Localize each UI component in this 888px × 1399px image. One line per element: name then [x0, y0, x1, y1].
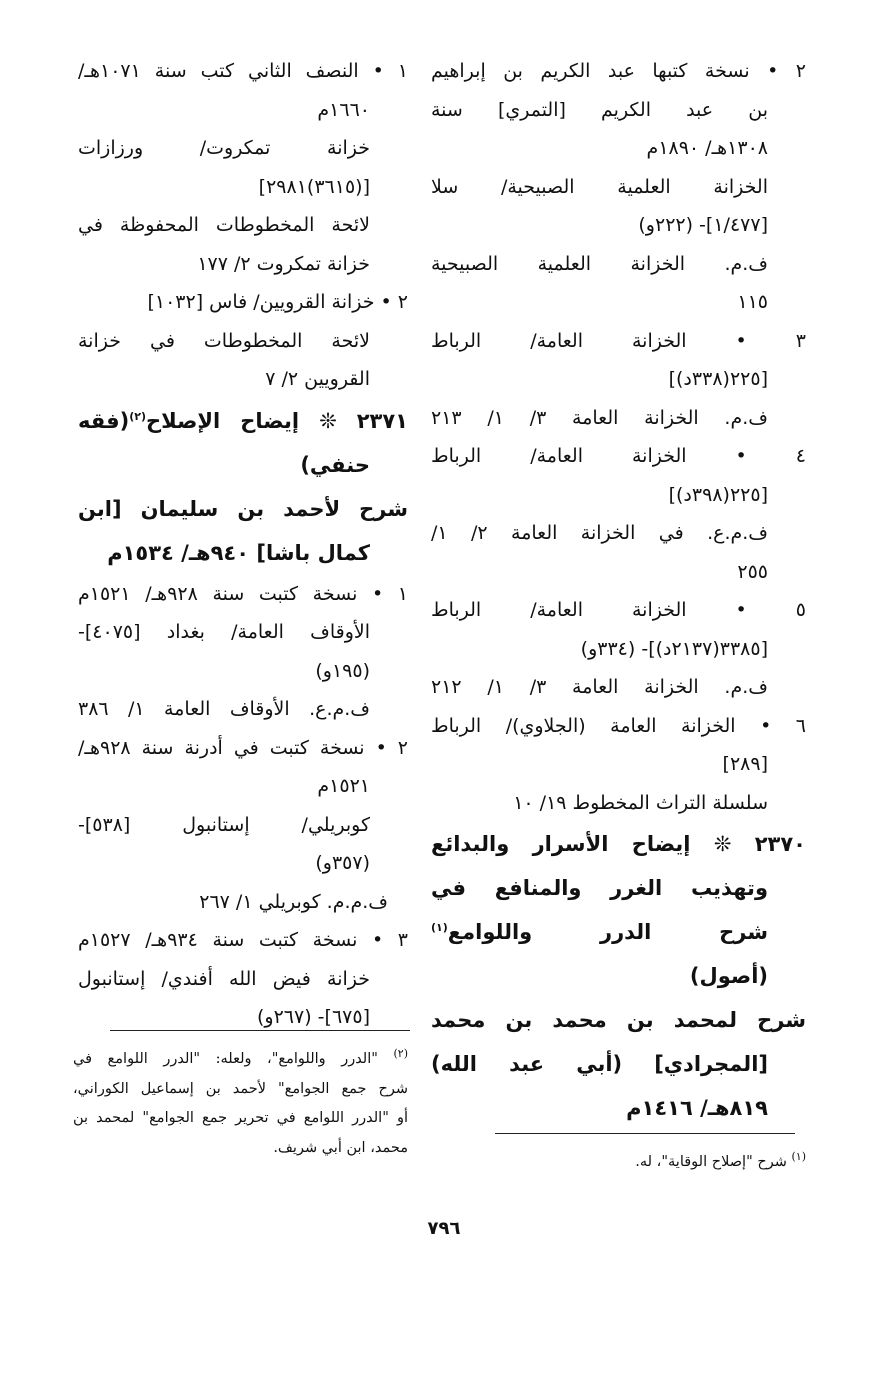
- catalog-reference: القرويين ٢/ ٧: [265, 368, 370, 390]
- entry-line: ١٦٦٠م: [317, 98, 370, 121]
- page-number: ٧٩٦: [427, 1218, 461, 1239]
- footnote-marker: (٢): [129, 409, 146, 423]
- footnote-marker: (٢): [393, 1047, 408, 1061]
- footnote-rule-right: [495, 1133, 795, 1134]
- subject-tag: (أصول): [689, 964, 768, 988]
- author-line: شرح لمحمد بن محمد بن محمد: [431, 1008, 806, 1032]
- heading-text: ٢٣٧١ ❊ إيضاح الإصلاح: [145, 408, 408, 433]
- footnote-line: [476, 1148, 806, 1178]
- catalog-reference: ف.م. الخزانة العامة ٣/ ١/ ٢١٢: [431, 676, 768, 698]
- catalog-reference: ف.م. الخزانة العلمية الصبيحية: [431, 252, 768, 275]
- manuscript-entry: ٢ • نسخة كتبها عبد الكريم بن إبراهيم: [431, 60, 806, 82]
- left-column: [78, 52, 408, 1037]
- manuscript-entry: ٢ • نسخة كتبت في أدرنة سنة ٩٢٨هـ/: [78, 736, 408, 759]
- manuscript-entry: ٣ • الخزانة العامة/ الرباط: [431, 329, 806, 352]
- library-location: خزانة فيض الله أفندي/ إستانبول: [78, 967, 370, 990]
- shelf-mark: [٢٢٥(٣٩٨د)]: [668, 483, 768, 506]
- footnote-left: [73, 1045, 408, 1163]
- entry-line: ٢٥٥: [737, 560, 768, 583]
- footnote-rule-left: [110, 1030, 410, 1031]
- author-dates: كمال باشا] ٩٤٠هـ/ ١٥٣٤م: [107, 540, 370, 565]
- catalog-reference: سلسلة التراث المخطوط ١٩/ ١٠: [513, 791, 768, 814]
- footnote-line: [73, 1045, 408, 1075]
- catalog-reference: ف.م.م. كوبريلي ١/ ٢٦٧: [199, 890, 388, 913]
- shelf-mark: [٦٧٥]- (٢٦٧و): [257, 1006, 370, 1028]
- author-line: شرح لأحمد بن سليمان [ابن: [78, 496, 408, 521]
- catalog-reference: خزانة تمكروت ٢/ ١٧٧: [197, 252, 370, 275]
- manuscript-entry: ٣ • نسخة كتبت سنة ٩٣٤هـ/ ١٥٢٧م: [78, 929, 409, 951]
- heading-text: شرح الدرر واللوامع: [447, 920, 768, 944]
- footnote-marker: (١): [791, 1150, 806, 1164]
- right-column: [431, 52, 806, 1130]
- manuscript-entry: ٢ • خزانة القرويين/ فاس [١٠٣٢]: [147, 291, 408, 313]
- entry-heading-line: وتهذيب الغرر والمنافع في: [431, 876, 768, 900]
- shelf-mark: (١٩٥و): [315, 659, 370, 682]
- manuscript-entry: ٥ • الخزانة العامة/ الرباط: [431, 599, 806, 621]
- manuscript-entry: ١ • نسخة كتبت سنة ٩٢٨هـ/ ١٥٢١م: [78, 582, 409, 605]
- footnote-line: شرح جمع الجوامع" لأحمد بن إسماعيل الكوراني،: [73, 1080, 408, 1097]
- entry-line: ١١٥: [737, 291, 768, 313]
- catalog-reference: ف.م.ع. الأوقاف العامة ١/ ٣٨٦: [78, 698, 370, 720]
- entry-line: بن عبد الكريم [التمري] سنة: [431, 98, 768, 121]
- footnote-line: أو "الدرر اللوامع في تحرير جمع الجوامع" لمحمد بن: [73, 1110, 408, 1126]
- catalog-reference: لائحة المخطوطات المحفوظة في: [78, 214, 370, 236]
- library-location: الأوقاف العامة/ بغداد [٤٠٧٥]-: [78, 621, 370, 643]
- shelf-mark: [٢٢٥(٣٣٨د)]: [668, 368, 768, 390]
- manuscript-entry: ١ • النصف الثاني كتب سنة ١٠٧١هـ/: [78, 60, 408, 82]
- shelf-mark: (٣٥٧و): [315, 852, 370, 874]
- library-location: خزانة تمكروت/ ورزازات: [78, 137, 370, 159]
- catalog-reference: لائحة المخطوطات في خزانة: [78, 329, 370, 352]
- catalog-reference: ف.م.ع. في الخزانة العامة ٢/ ١/: [431, 522, 768, 544]
- shelf-mark: [٢٨٩]: [722, 753, 768, 775]
- entry-heading: [78, 399, 408, 443]
- footnote-right: [476, 1148, 806, 1178]
- entry-heading: ٢٣٧٠ ❊ إيضاح الأسرار والبدائع: [431, 832, 806, 856]
- manuscript-entry: ٤ • الخزانة العامة/ الرباط: [431, 445, 806, 467]
- subject-tag: (فقه: [78, 408, 130, 433]
- manuscript-entry: ٦ • الخزانة العامة (الجلاوي)/ الرباط: [431, 714, 806, 737]
- catalog-reference: ف.م. الخزانة العامة ٣/ ١/ ٢١٣: [431, 406, 768, 429]
- entry-line: ١٣٠٨هـ/ ١٨٩٠م: [646, 137, 768, 159]
- footnote-marker: (١): [431, 921, 448, 934]
- library-location: الخزانة العلمية الصبيحية/ سلا: [431, 175, 768, 198]
- shelf-mark: [١/٤٧٧]- (٢٢٢و): [638, 214, 768, 236]
- shelf-mark: [٣٣٨٥(٢١٣٧د)]- (٣٣٤و): [580, 637, 768, 660]
- footnote-text: شرح "إصلاح الوقاية"، له.: [635, 1154, 787, 1170]
- entry-heading-line: [431, 910, 806, 954]
- entry-line: ١٥٢١م: [317, 775, 370, 797]
- shelf-mark: [(٣٦١٥)٢٩٨١]: [258, 175, 370, 198]
- subject-tag: حنفي): [300, 452, 370, 477]
- footnote-text: "الدرر واللوامع"، ولعله: "الدرر اللوامع في: [73, 1051, 378, 1067]
- footnote-line: محمد، ابن أبي شريف.: [273, 1139, 408, 1156]
- author-line: [المجرادي] (أبي عبد الله): [431, 1052, 768, 1076]
- library-location: كوبريلي/ إستانبول [٥٣٨]-: [78, 813, 370, 836]
- author-dates: ٨١٩هـ/ ١٤١٦م: [626, 1096, 768, 1120]
